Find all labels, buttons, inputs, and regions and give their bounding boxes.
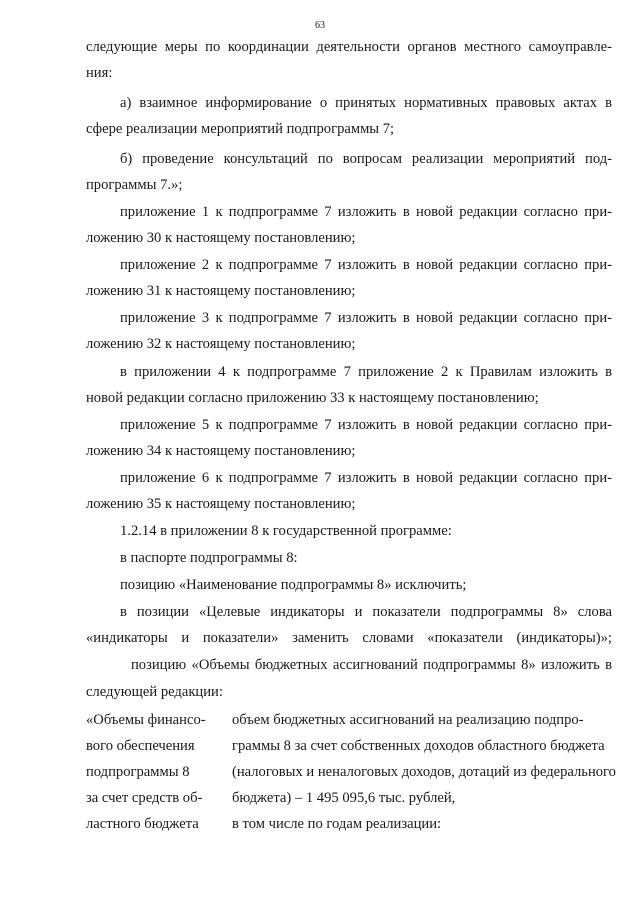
table-value-line: бюджета) – 1 495 095,6 тыс. рублей, — [232, 790, 456, 806]
table-value-line: граммы 8 за счет собственных доходов областного бюджета — [232, 738, 605, 754]
text-line: программы 7.»; — [86, 177, 183, 193]
text-line: ложению 35 к настоящему постановлению; — [86, 496, 356, 512]
table-value-line: (налоговых и неналоговых доходов, дотаций из федерального — [232, 764, 616, 780]
text-line: позицию «Объемы бюджетных ассигнований подпрограммы 8» изложить в — [131, 657, 612, 673]
text-line: приложение 2 к подпрограмме 7 изложить в новой редакции согласно при- — [120, 257, 612, 273]
text-line: следующие меры по координации деятельности органов местного самоуправле- — [86, 39, 612, 55]
text-line: приложение 5 к подпрограмме 7 изложить в новой редакции согласно при- — [120, 417, 612, 433]
text-line: следующей редакции: — [86, 684, 223, 700]
table-label-line: за счет средств об- — [86, 790, 203, 806]
text-line: позицию «Наименование подпрограммы 8» исключить; — [120, 577, 467, 593]
text-line: сфере реализации мероприятий подпрограммы 7; — [86, 121, 395, 137]
table-value-line: в том числе по годам реализации: — [232, 816, 442, 832]
table-label-line: ластного бюджета — [86, 816, 199, 832]
text-line: ложению 31 к настоящему постановлению; — [86, 283, 356, 299]
text-line: в позиции «Целевые индикаторы и показатели подпрограммы 8» слова — [120, 604, 612, 620]
text-line: приложение 3 к подпрограмме 7 изложить в новой редакции согласно при- — [120, 310, 612, 326]
table-label-line: подпрограммы 8 — [86, 764, 190, 780]
text-line: новой редакции согласно приложению 33 к настоящему постановлению; — [86, 390, 539, 406]
text-line: 1.2.14 в приложении 8 к государственной программе: — [120, 523, 452, 539]
text-line: в приложении 4 к подпрограмме 7 приложение 2 к Правилам изложить в — [120, 364, 612, 380]
text-line: ния: — [86, 65, 113, 81]
text-line: в паспорте подпрограммы 8: — [120, 550, 298, 566]
text-line: ложению 30 к настоящему постановлению; — [86, 230, 356, 246]
text-line: б) проведение консультаций по вопросам реализации мероприятий под- — [120, 151, 612, 167]
text-line: ложению 34 к настоящему постановлению; — [86, 443, 356, 459]
page-number: 63 — [315, 20, 325, 31]
text-line: приложение 6 к подпрограмме 7 изложить в новой редакции согласно при- — [120, 470, 612, 486]
text-line: приложение 1 к подпрограмме 7 изложить в новой редакции согласно при- — [120, 204, 612, 220]
text-line: «индикаторы и показатели» заменить словами «показатели (индикаторы)»; — [86, 630, 612, 646]
text-line: ложению 32 к настоящему постановлению; — [86, 336, 356, 352]
text-line: а) взаимное информирование о принятых нормативных правовых актах в — [120, 95, 612, 111]
table-label-line: вого обеспечения — [86, 738, 195, 754]
table-label-line: «Объемы финансо- — [86, 712, 206, 728]
table-value-line: объем бюджетных ассигнований на реализацию подпро- — [232, 712, 584, 728]
